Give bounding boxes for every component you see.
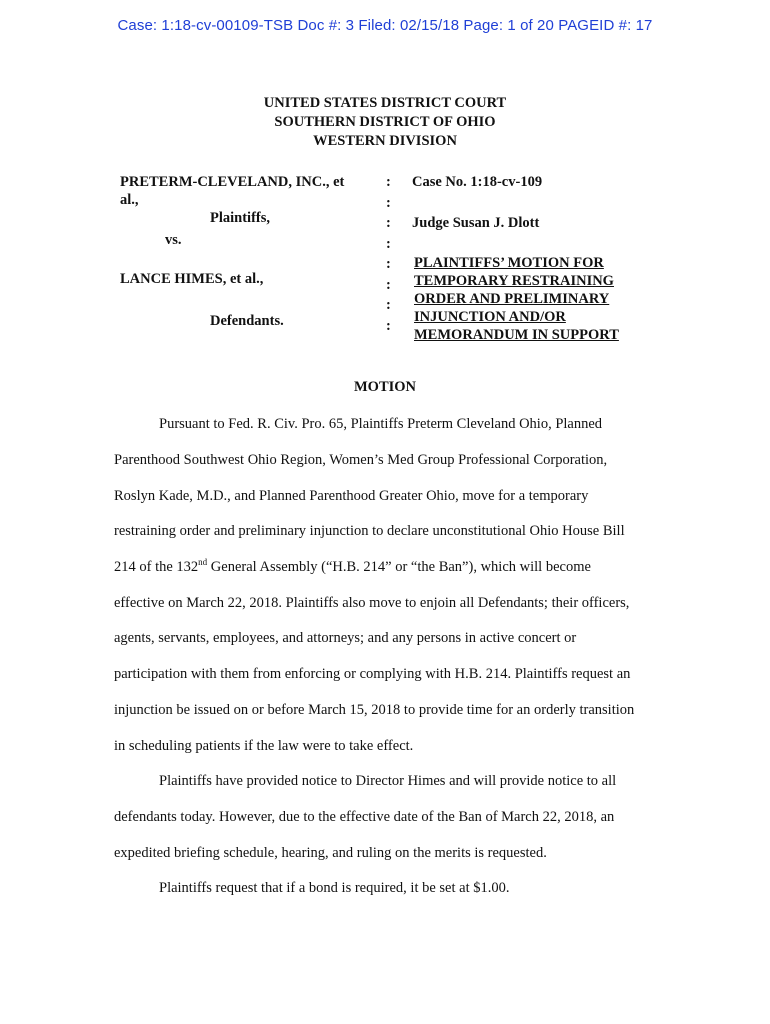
versus-label: vs. bbox=[165, 232, 182, 248]
caption-colon: : bbox=[386, 256, 391, 272]
ordinal-suffix: nd bbox=[198, 557, 208, 567]
judge-name: Judge Susan J. Dlott bbox=[412, 215, 540, 231]
body-line: agents, servants, employees, and attorneys; and any persons in active concert or bbox=[114, 630, 577, 646]
motion-title-line: INJUNCTION AND/OR bbox=[414, 309, 566, 325]
section-title: MOTION bbox=[353, 379, 417, 395]
body-line: in scheduling patients if the law were to take effect. bbox=[114, 738, 414, 754]
body-line: defendants today. However, due to the effective date of the Ban of March 22, 2018, an bbox=[114, 809, 615, 825]
body-line: restraining order and preliminary injunction to declare unconstitutional Ohio House Bill bbox=[114, 523, 625, 539]
body-line: expedited briefing schedule, hearing, and ruling on the merits is requested. bbox=[114, 845, 547, 861]
defendants-label: Defendants. bbox=[210, 313, 284, 329]
motion-title-line: PLAINTIFFS’ MOTION FOR bbox=[414, 255, 604, 271]
court-heading bbox=[0, 94, 770, 151]
motion-title-line: ORDER AND PRELIMINARY bbox=[414, 291, 610, 307]
caption-colon: : bbox=[386, 297, 391, 313]
body-line: participation with them from enforcing or complying with H.B. 214. Plaintiffs request an bbox=[114, 666, 631, 682]
body-line: Plaintiffs have provided notice to Director Himes and will provide notice to all bbox=[159, 773, 617, 789]
caption-colon: : bbox=[386, 236, 391, 252]
plaintiffs-label: Plaintiffs, bbox=[210, 210, 271, 226]
body-line: effective on March 22, 2018. Plaintiffs also move to enjoin all Defendants; their officers, bbox=[114, 595, 630, 611]
plaintiff-name-cont: al., bbox=[120, 192, 139, 208]
caption-colon: : bbox=[386, 277, 391, 293]
case-header-stamp: Case: 1:18-cv-00109-TSB Doc #: 3 Filed: 02/15/18 Page: 1 of 20 PAGEID #: 17 bbox=[117, 17, 653, 34]
caption-colon: : bbox=[386, 174, 391, 190]
case-number: Case No. 1:18-cv-109 bbox=[412, 174, 543, 190]
body-text: General Assembly (“H.B. 214” or “the Ban”), which will become bbox=[207, 559, 591, 575]
court-division: WESTERN DIVISION bbox=[313, 133, 457, 149]
plaintiff-name: PRETERM-CLEVELAND, INC., et bbox=[120, 174, 345, 190]
body-text: 214 of the 132 bbox=[114, 559, 199, 575]
caption-colon: : bbox=[386, 318, 391, 334]
motion-title-line: TEMPORARY RESTRAINING bbox=[414, 273, 614, 289]
body-line: Plaintiffs request that if a bond is required, it be set at $1.00. bbox=[159, 880, 510, 896]
motion-title-line: MEMORANDUM IN SUPPORT bbox=[414, 327, 619, 343]
defendant-name: LANCE HIMES, et al., bbox=[120, 271, 264, 287]
caption-colon: : bbox=[386, 195, 391, 211]
court-name: UNITED STATES DISTRICT COURT bbox=[263, 95, 507, 111]
body-line: Pursuant to Fed. R. Civ. Pro. 65, Plaintiffs Preterm Cleveland Ohio, Planned bbox=[159, 416, 603, 432]
body-line: Parenthood Southwest Ohio Region, Women’s Med Group Professional Corporation, bbox=[114, 452, 608, 468]
body-line bbox=[114, 559, 591, 576]
body-line: Roslyn Kade, M.D., and Planned Parenthood Greater Ohio, move for a temporary bbox=[114, 488, 589, 504]
motion-title bbox=[414, 254, 619, 344]
court-district: SOUTHERN DISTRICT OF OHIO bbox=[274, 114, 496, 130]
caption-colon: : bbox=[386, 215, 391, 231]
body-line: injunction be issued on or before March 15, 2018 to provide time for an orderly transition bbox=[114, 702, 635, 718]
